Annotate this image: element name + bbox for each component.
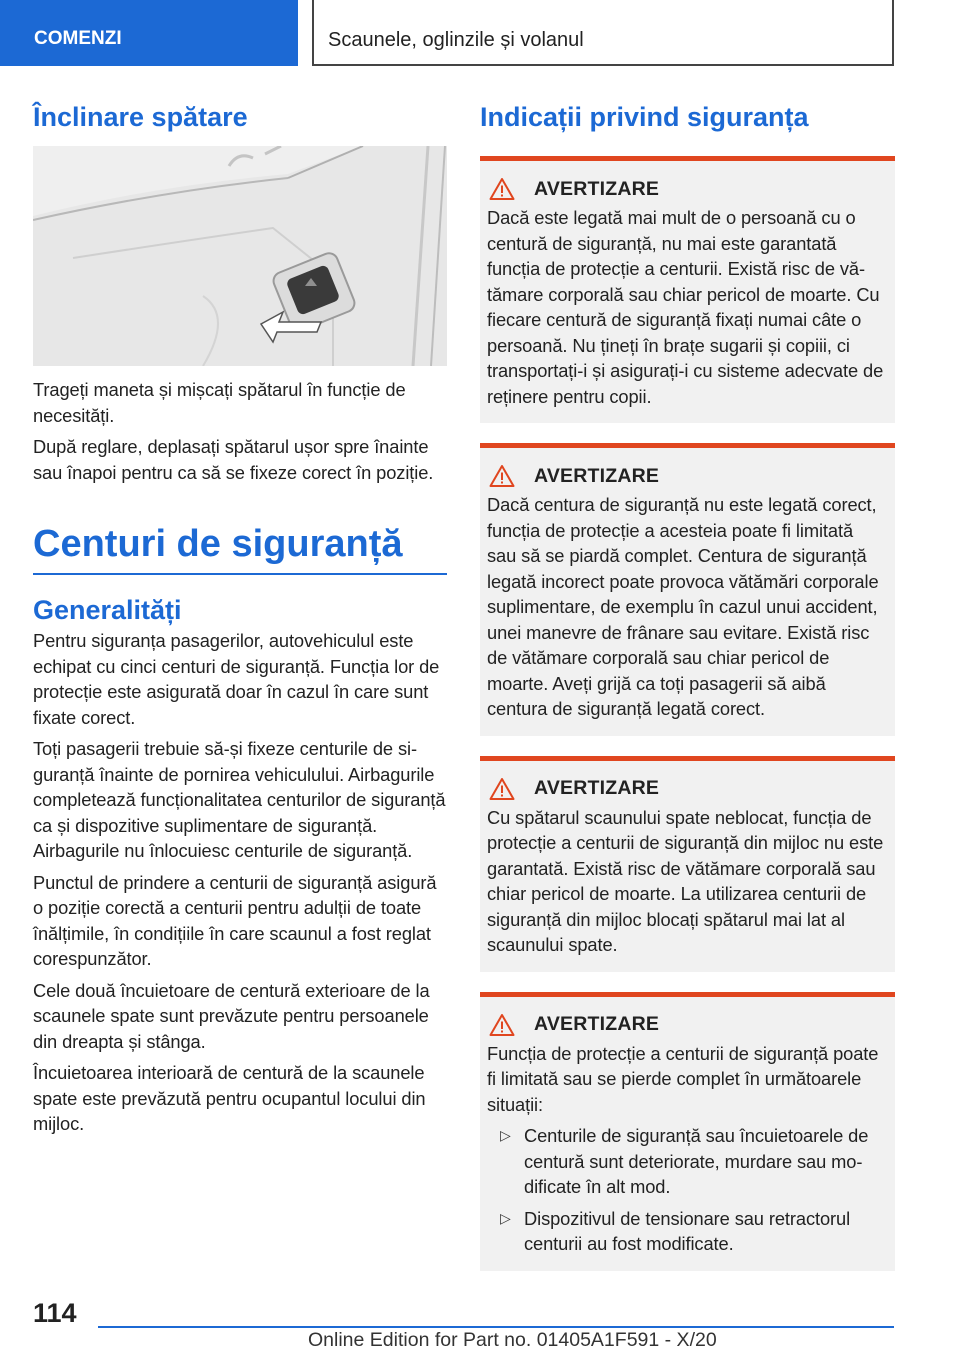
warning-text: Dacă este legată mai mult de o persoană cu o centură de siguranță, nu mai este garantată funcția de protecție a centurii. Există risc de vătămare corporală sau chiar pericol de moarte. Cu fiecare centură de siguranță fixați numai câte o persoană. Nu țineți în brațe sugarii și copiii, ci transportați-i și asigurați-i cu sisteme adecvate de reținere pentru copii.: [487, 207, 884, 407]
warning-box: [480, 992, 895, 1271]
triangle-right-outline-icon: ▷: [500, 1127, 511, 1143]
backrest-lever-image: [33, 146, 447, 366]
warning-triangle-icon: [489, 177, 515, 201]
warning-title: AVERTIZARE: [534, 777, 660, 799]
footer-divider: [98, 1326, 894, 1328]
left-column: [33, 98, 447, 1143]
page-number: 114: [33, 1298, 77, 1328]
triangle-right-outline-icon: ▷: [500, 1209, 511, 1226]
warning-box: [480, 443, 895, 736]
general-paragraph-4: Cele două încuietoare de centură exterioare de la scaunele spate sunt prevăzute pentru persoanele din dreapta și stânga.: [33, 979, 430, 1052]
warning-text: Funcția de protecție a centurii de siguranță poate fi limitată sau se pierde complet în următoarele situații:: [487, 1042, 879, 1115]
header-section-title: [312, 0, 894, 66]
warning-header: [487, 464, 887, 488]
warning-triangle-icon: [489, 1013, 515, 1037]
footer-edition-text: Online Edition for Part no. 01405A1F591 - X/20: [308, 1329, 717, 1351]
chapter-tab-label: COMENZI: [34, 28, 122, 49]
right-column: [480, 98, 895, 1271]
general-paragraph-1: Pentru siguranța pasagerilor, autovehiculul este echipat cu cinci centuri de siguranță. Funcția lor de protecție este asigurată doar în cazul în care sunt fixate corect.: [33, 630, 440, 728]
warning-triangle-icon: [489, 777, 515, 801]
warning-title: AVERTIZARE: [534, 464, 660, 487]
bullet-text: Centurile de siguranță sau încuietoarele de centură sunt deteriorate, murdare sau modificate în alt mod.: [524, 1125, 869, 1197]
warning-title: AVERTIZARE: [534, 1013, 660, 1035]
warning-header: [487, 177, 887, 201]
warning-text: Cu spătarul scaunului spate neblocat, funcția de protecție a centurii de siguranță din mijloc nu este garantată. Există risc de vătămare corporală sau chiar pericol de moarte. La utilizarea centurii de siguranță din mijloc blocați spătarul mai lat al scaunului spate.: [487, 806, 884, 955]
safety-section-title: Indicații privind siguranța: [480, 102, 809, 132]
header-chapter-tab: [0, 0, 298, 66]
warning-bullet-item: [487, 1206, 887, 1257]
seatbelts-chapter-title: Centuri de siguranță: [33, 523, 447, 575]
backrest-section-title: Înclinare spătare: [33, 102, 248, 132]
warning-bullet-item: [487, 1123, 887, 1200]
section-title-text: Scaunele, oglinzile și volanul: [328, 29, 584, 51]
general-subsection-title: Generalități: [33, 595, 182, 625]
general-paragraph-5: Încuietoarea interioară de centură de la scaunele spate este prevăzută pentru ocupantul locului din mijloc.: [33, 1062, 426, 1134]
general-paragraph-2: Toți pasagerii trebuie să-și fixeze centurile de siguranță înainte de pornirea vehiculului. Airbagurile completează funcționalitatea centurilor de siguranță ca și dispozitive suplimentare de siguranță. Airbagurile nu înlocuiesc centurile de siguranță.: [33, 738, 446, 861]
warning-box: [480, 156, 895, 423]
backrest-caption-1: Trageți maneta și mișcați spătarul în funcție de necesități.: [33, 379, 406, 426]
warning-header: [487, 1013, 887, 1037]
warning-box: [480, 756, 895, 972]
backrest-caption-2: După reglare, deplasați spătarul ușor spre înainte sau înapoi pentru ca să se fixeze corect în poziție.: [33, 436, 434, 483]
warning-header: [487, 777, 887, 801]
general-paragraph-3: Punctul de prindere a centurii de siguranță asigură o poziție corectă a centurii pentru adulții de toate înălțimile, în condițiile în care scaunul a fost reglat corespunzător.: [33, 871, 437, 969]
bullet-text: Dispozitivul de tensionare sau retractorul centurii au fost modificate.: [524, 1207, 851, 1254]
backrest-lever-illustration: [33, 146, 447, 366]
warning-triangle-icon: [489, 464, 515, 488]
warning-text: Dacă centura de siguranță nu este legată corect, funcția de protecție a acesteia poate fi limitată sau să se piardă complet. Centura de siguranță legată incorect poate provoca vătămări corporale suplimentare, de exemplu în cazul unui accident, unei manevre de frânare sau evitare. Există risc de vătămare corporală sau chiar pericol de moarte. Aveți grijă ca toți pasagerii să aibă centura de siguranță legată corect.: [487, 494, 879, 719]
warning-title: AVERTIZARE: [534, 177, 660, 200]
